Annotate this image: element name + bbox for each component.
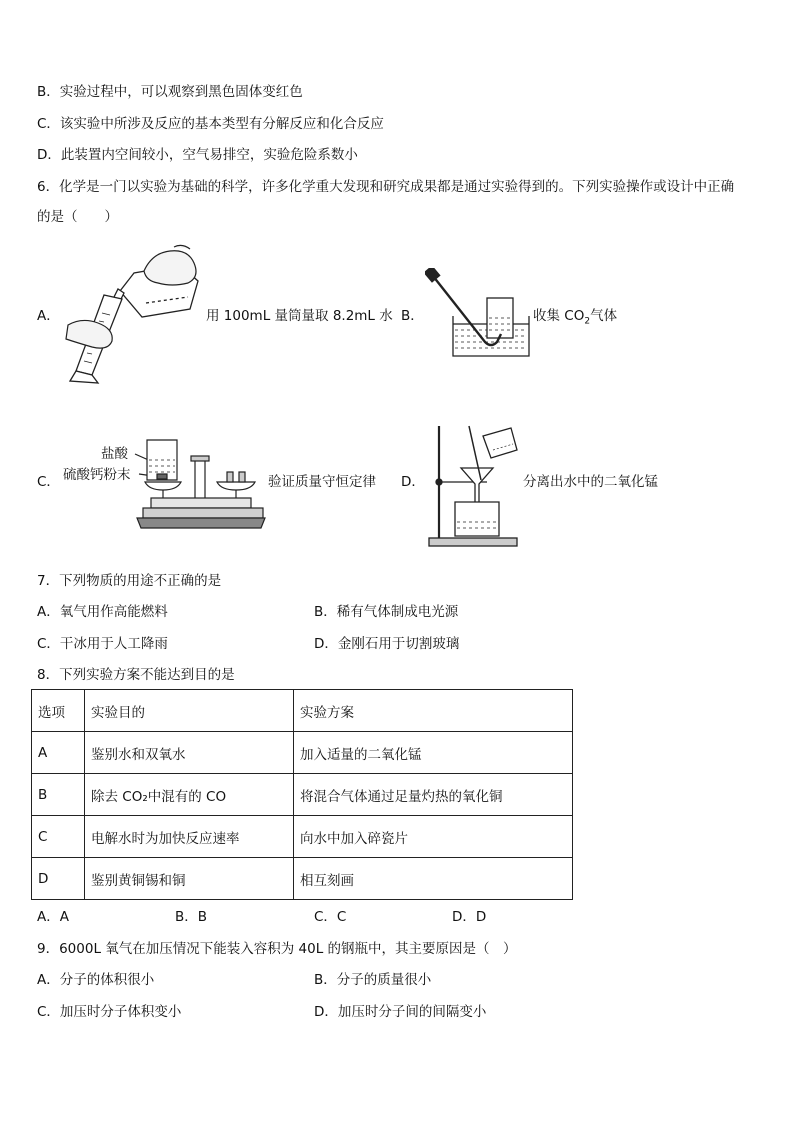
- q6-stem-line2: 的是（ ）: [37, 209, 118, 225]
- label-hydrochloric-acid: 盐酸: [101, 446, 128, 462]
- q9-stem: 9．6000L 氧气在加压情况下能装入容积为 40L 的钢瓶中，其主要原因是（ ）: [37, 941, 517, 957]
- cell-option: C: [32, 816, 85, 858]
- header-purpose: 实验目的: [85, 690, 294, 732]
- receiving-beaker: [455, 502, 499, 536]
- cell-plan: 向水中加入碎瓷片: [294, 816, 573, 858]
- cell-option: A: [32, 732, 85, 774]
- q5-option-c: C．该实验中所涉及反应的基本类型有分解反应和化合反应: [37, 116, 384, 132]
- q7-stem: 7．下列物质的用途不正确的是: [37, 573, 222, 589]
- cell-option: B: [32, 774, 85, 816]
- cell-purpose: 鉴别黄铜锡和铜: [85, 858, 294, 900]
- q6-option-a-letter: A．: [37, 308, 60, 324]
- cell-plan: 加入适量的二氧化锰: [294, 732, 573, 774]
- q6-stem-line1: 6．化学是一门以实验为基础的科学，许多化学重大发现和研究成果都是通过实验得到的。下列实验操作或设计中正确: [37, 179, 735, 195]
- table-header-row: [32, 690, 573, 732]
- cell-purpose: 鉴别水和双氧水: [85, 732, 294, 774]
- cell-purpose: 电解水时为加快反应速率: [85, 816, 294, 858]
- q9-option-d: D．加压时分子间的间隔变小: [314, 1004, 487, 1020]
- q7-option-b: B．稀有气体制成电光源: [314, 604, 459, 620]
- q9-option-c: C．加压时分子体积变小: [37, 1004, 182, 1020]
- q8-option-c: C．C: [314, 909, 347, 925]
- q6-option-a-caption: 用 100mL 量筒量取 8.2mL 水: [206, 308, 393, 324]
- q7-option-a: A．氧气用作高能燃料: [37, 604, 168, 620]
- gas-collection-figure: [425, 268, 533, 360]
- q7-option-c: C．干冰用于人工降雨: [37, 636, 168, 652]
- q6-option-b-caption: 收集 $CO_2$气体: [533, 308, 618, 327]
- q8-option-b: B．B: [175, 909, 208, 925]
- cell-option: D: [32, 858, 85, 900]
- pouring-beaker: [483, 428, 517, 458]
- q6-option-d-letter: D．: [401, 474, 425, 490]
- table-row: [32, 816, 573, 858]
- q7-option-d: D．金刚石用于切割玻璃: [314, 636, 460, 652]
- q9-option-b: B．分子的质量很小: [314, 972, 432, 988]
- q5-option-b: B．实验过程中，可以观察到黑色固体变红色: [37, 84, 303, 100]
- table-row: [32, 858, 573, 900]
- cell-purpose: 除去 CO₂中混有的 CO: [85, 774, 294, 816]
- cell-plan: 将混合气体通过足量灼热的氧化铜: [294, 774, 573, 816]
- q8-option-d: D．D: [452, 909, 487, 925]
- q6-option-d-caption: 分离出水中的二氧化锰: [523, 474, 658, 490]
- q8-option-a: A．A: [37, 909, 69, 925]
- q6-option-b-letter: B．: [401, 308, 424, 324]
- balance-figure: [131, 432, 266, 530]
- label-calcium-sulfate-powder: 硫酸钙粉末: [63, 467, 131, 483]
- table-row: [32, 732, 573, 774]
- hand-top: [144, 245, 196, 285]
- table-row: [32, 774, 573, 816]
- graduated-cylinder-figure: [62, 243, 204, 388]
- q8-stem: 8．下列实验方案不能达到目的是: [37, 667, 235, 683]
- balance-base: [137, 518, 265, 528]
- filtration-figure: [425, 422, 521, 548]
- header-option: 选项: [32, 690, 85, 732]
- header-plan: 实验方案: [294, 690, 573, 732]
- q8-table: [31, 689, 573, 900]
- q6-option-c-caption: 验证质量守恒定律: [268, 474, 376, 490]
- cell-plan: 相互刻画: [294, 858, 573, 900]
- funnel: [461, 468, 493, 506]
- q5-option-d: D．此装置内空间较小，空气易排空，实验危险系数小: [37, 147, 358, 163]
- q9-option-a: A．分子的体积很小: [37, 972, 155, 988]
- q6-option-c-letter: C．: [37, 474, 60, 490]
